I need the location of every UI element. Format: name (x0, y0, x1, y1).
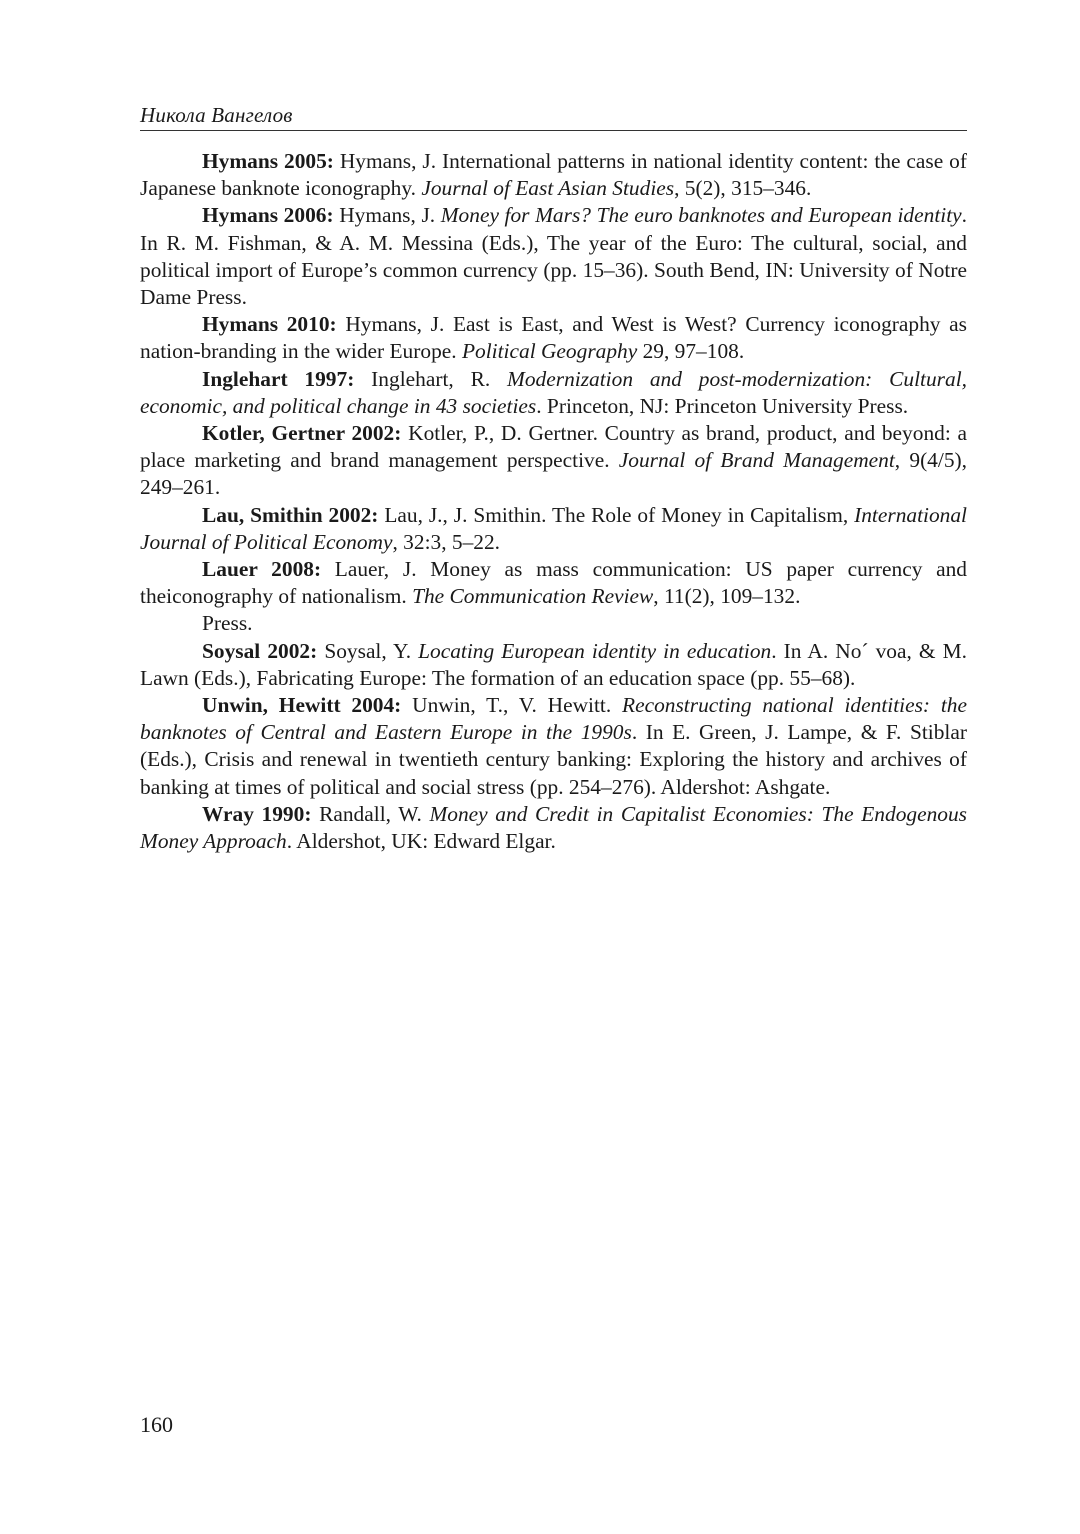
bib-entry-key: Hymans 2005: (202, 149, 334, 173)
bib-entry (140, 692, 967, 801)
bib-entry-italic: The Communication Review (412, 584, 654, 609)
bib-entry-text: Kotler, P., D. Gertner. Country as brand, product, and beyond: a place marketing and brand management perspective. (140, 421, 967, 473)
bib-entry (140, 420, 967, 502)
bib-entry-key: Hymans 2006: (202, 203, 334, 228)
bib-entry-italic: Money for Mars? The euro banknotes and European identity (440, 203, 962, 228)
bib-entry-text: , 9(4/5), 249–261. (140, 448, 967, 500)
bib-entry (140, 801, 967, 855)
bib-entry-italic: Locating European identity in education (418, 638, 772, 663)
bib-entry-text: , 32:3, 5–22. (392, 529, 501, 554)
bib-entry-key: Lau, Smithin 2002: (202, 502, 379, 527)
bib-entry (140, 638, 967, 692)
bib-entry-text: Lauer, J. Money as mass communication: US paper currency and theiconography of nationalism. (140, 557, 967, 609)
bib-entry-text: Hymans, J. International patterns in national identity content: the case of Japanese banknote iconography. (140, 149, 967, 201)
bib-entry-key: Wray 1990: (202, 801, 312, 826)
bib-entry (140, 311, 967, 365)
bib-entry-text: . Princeton, NJ: Princeton University Press. (536, 393, 909, 418)
bib-entry-text: 29, 97–108. (637, 339, 745, 364)
bib-entry-text: Soysal, Y. (317, 638, 419, 663)
bib-entry-italic: Money and Credit in Capitalist Economies: The Endogenous Money Approach (140, 801, 967, 854)
bib-entry-key: Inglehart 1997: (202, 366, 355, 391)
bib-entry-italic: Journal of Brand Management (618, 448, 895, 473)
bib-entry-text: , 5(2), 315–346. (674, 176, 812, 201)
bib-entry-fragment (140, 610, 967, 637)
bib-entry-italic: Modernization and post-modernization: Cultural, economic, and political change in 43 societies (140, 366, 967, 418)
bib-entry-text: Hymans, J. (333, 203, 441, 228)
bib-entry-text: Hymans, J. East is East, and West is West? Currency iconography as nation-branding in the wider Europe. (140, 312, 967, 364)
bibliography-list (140, 148, 967, 855)
bib-entry-text: . Aldershot, UK: Edward Elgar. (286, 829, 556, 854)
bib-entry-text: . In R. M. Fishman, & A. M. Messina (Eds.), The year of the Euro: The cultural, social, and political import of Europe’s common currency (pp. 15–36). South Bend, IN: University of Notre Dame Press. (140, 203, 968, 310)
bib-entry-text: Inglehart, R. (354, 366, 508, 391)
bib-entry-italic: Reconstructing national identities: the banknotes of Central and Eastern Europe in the 1990s (140, 693, 967, 745)
page-number: 160 (140, 1412, 173, 1437)
bib-entry-text: . In A. No´ voa, & M. Lawn (Eds.), Fabricating Europe: The formation of an education space (pp. 55–68). (140, 638, 968, 690)
bib-entry (140, 556, 967, 610)
bib-entry-key: Unwin, Hewitt 2004: (202, 693, 402, 718)
bib-entry-text: . In E. Green, J. Lampe, & F. Stiblar (Eds.), Crisis and renewal in twentieth century banking: Exploring the history and archives of banking at times of political and social stress (pp. 254–276). Aldershot: Ashgate. (140, 720, 967, 799)
bib-entry-italic: International Journal of Political Economy (140, 502, 967, 554)
bib-entry (140, 148, 967, 202)
bib-entry-key: Kotler, Gertner 2002: (202, 421, 402, 446)
bib-entry-key: Lauer 2008: (202, 557, 322, 582)
bib-entry-text: Randall, W. (311, 801, 430, 826)
bib-entry-text: Press. (202, 611, 253, 636)
bib-entry-italic: Political Geography (461, 339, 638, 364)
bib-entry-key: Hymans 2010: (202, 312, 337, 337)
running-header: Никола Вангелов (140, 102, 967, 131)
bib-entry (140, 366, 967, 420)
bib-entry-text: Lau, J., J. Smithin. The Role of Money in Capitalism, (378, 502, 855, 527)
bib-entry (140, 202, 967, 311)
bib-entry-text: Unwin, T., V. Hewitt. (401, 693, 623, 718)
bib-entry-key: Soysal 2002: (202, 638, 318, 663)
bib-entry (140, 502, 967, 556)
bib-entry-text: , 11(2), 109–132. (653, 584, 801, 609)
bib-entry-italic: Journal of East Asian Studies (421, 176, 675, 201)
